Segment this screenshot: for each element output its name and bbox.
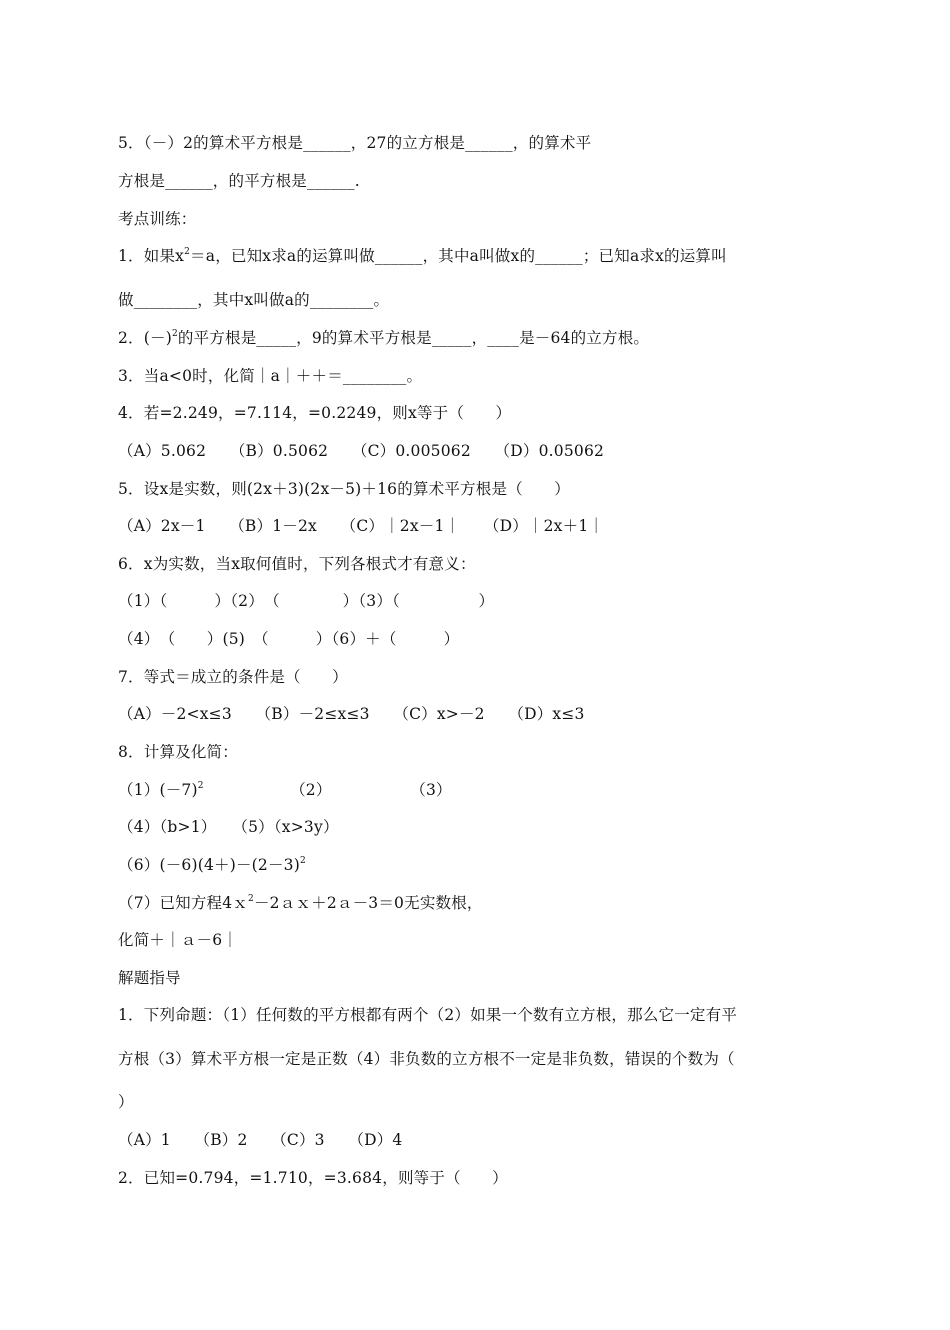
training-8-parts-1: $(1)(-7)^2$ （2） （3） [118, 781, 452, 799]
training-4: 4．若=2.249，=7.114，=0.2249，则x等于（ ） [118, 404, 512, 422]
guidance-2: 2．已知=0.794，=1.710，=3.684，则等于（ ） [118, 1169, 508, 1187]
guidance-1-line-1: 1．下列命题：（1）任何数的平方根都有两个（2）如果一个数有立方根，那么它一定有平 [118, 1006, 738, 1024]
training-8-parts-2: （4）（b>1） （5）（x>3y） [118, 818, 339, 836]
section-heading-guidance: 解题指导 [118, 969, 181, 987]
training-8-part-6: $(6)(-6)(4+)-(2-3)^2$ [118, 856, 306, 874]
section-heading-training: 考点训练： [118, 210, 197, 228]
training-5-options: （A）2x－1 （B）1－2x （C）｜2x－1｜ （D）｜2x＋1｜ [118, 517, 605, 535]
training-6-parts-1: （1）（ ）（2） （ ）（3）（ ） [118, 592, 495, 610]
training-1-line-2: 做________，其中x叫做a的________。 [118, 291, 390, 309]
training-6: 6．x为实数，当x取何值时，下列各根式才有意义： [118, 555, 476, 573]
guidance-1-line-2: 方根（3）算术平方根一定是正数（4）非负数的立方根不一定是非负数，错误的个数为（ [118, 1050, 735, 1068]
training-5: 5．设x是实数，则(2x＋3)(2x－5)＋16的算术平方根是（ ） [118, 480, 570, 498]
guidance-1-options: （A）1 （B）2 （C）3 （D）4 [118, 1131, 403, 1149]
training-7: 7．等式＝成立的条件是（ ） [118, 668, 348, 686]
question-5-line-1: 5．（－）2的算术平方根是______，27的立方根是______，的算术平 [118, 134, 592, 152]
training-3: 3．当a<0时，化简｜a｜＋＋＝________。 [118, 367, 423, 385]
training-2: 2．$(-)^2$的平方根是_____，9的算术平方根是_____，____是－64的立方根。 [118, 329, 650, 347]
training-4-options: （A）5.062 （B）0.5062 （C）0.005062 （D）0.05062 [118, 442, 605, 460]
training-7-options: （A）－2<x≤3 （B）－2≤x≤3 （C）x>－2 （D）x≤3 [118, 705, 585, 723]
training-8-part-7: （7）已知方程4ｘ$^2$－2ａｘ＋2ａ－3＝0无实数根， [118, 894, 483, 912]
training-8-part-7-simplify: 化简＋｜ａ－6｜ [118, 931, 238, 949]
training-8: 8．计算及化简： [118, 743, 238, 761]
training-1-line-1: 1．如果$x^2=a$，已知x求a的运算叫做______，其中a叫做x的______；已知a求x的运算叫 [118, 247, 727, 265]
question-5-line-2: 方根是______，的平方根是______. [118, 172, 360, 190]
training-6-parts-2: （4） （ ）(5) （ ）（6）＋（ ） [118, 630, 460, 648]
guidance-1-line-3: ） [118, 1093, 134, 1111]
